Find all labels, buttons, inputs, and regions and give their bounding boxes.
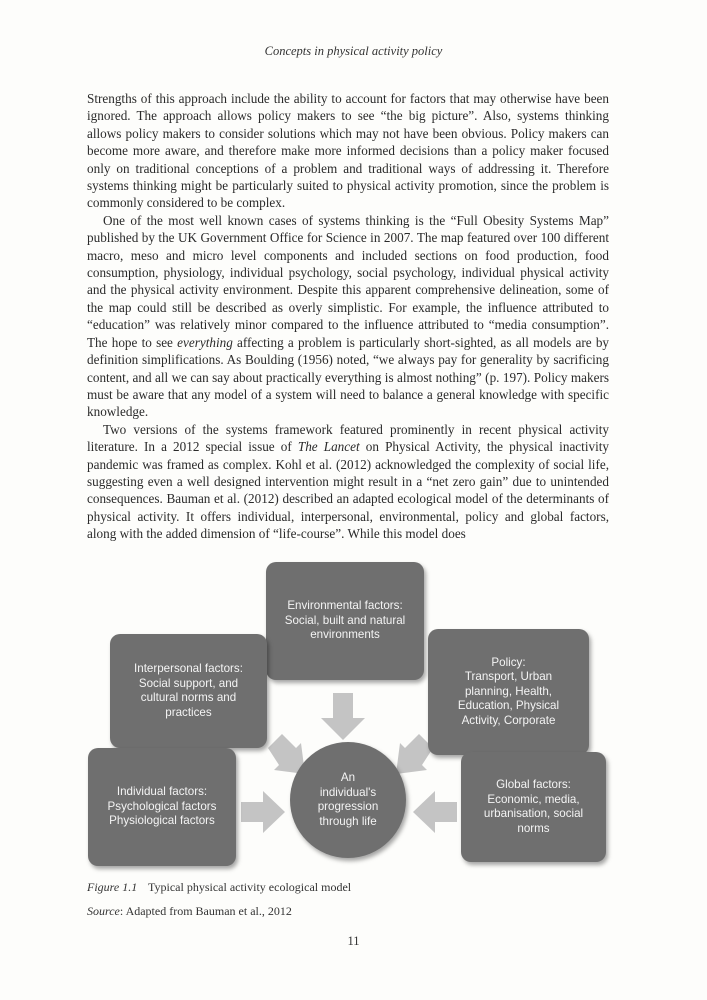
figure-source [87, 904, 292, 919]
text-run: affecting a problem is particularly short-sighted, as all models are by definition simplifications. As Boulding (1956) noted, “we always pay for generality by sacrificing content, and all we can say about practically everything is almost nothing” (p. 197). Policy makers must be aware that any model of a system will need to balance a general knowledge with specific knowledge. [87, 334, 610, 420]
interpersonal-factors-box: Interpersonal factors: Social support, and cultural norms and practices [110, 634, 267, 748]
text-run: One of the most well known cases of systems thinking is the “Full Obesity Systems Map” published by the UK Government Office for Science in 2007. The map featured over 100 different macro, meso and micro level components and included sections on food production, food consumption, physiology, individual psychology, social psychology, individual physical activity and the physical activity environment. Despite this apparent comprehensive delineation, some of the map could still be described as overly simplistic. For example, the influence attributed to “education” was relatively minor compared to the influence attributed to “media consumption”. The hope to see [87, 212, 609, 350]
body-text [87, 90, 609, 543]
individual-progression-circle: An individual's progression through life [290, 742, 406, 858]
arrow-from-environmental [321, 693, 365, 740]
italic-text-run: The Lancet [297, 439, 360, 455]
source-label: Source [87, 904, 120, 918]
global-factors-box: Global factors: Economic, media, urbanisation, social norms [461, 752, 606, 862]
policy-box: Policy: Transport, Urban planning, Health, Education, Physical Activity, Corporate [428, 629, 589, 755]
paragraph-3 [87, 421, 609, 543]
running-head: Concepts in physical activity policy [264, 44, 443, 58]
source-text: : Adapted from Bauman et al., 2012 [119, 904, 292, 918]
text-run: Two versions of the systems framework featured prominently in recent physical activity literature. In a 2012 special issue of [87, 421, 609, 455]
caption-text: Typical physical activity ecological model [148, 880, 352, 894]
paragraph-2 [87, 212, 609, 421]
environmental-factors-box: Environmental factors: Social, built and natural environments [266, 562, 424, 680]
individual-factors-box: Individual factors: Psychological factors Physiological factors [88, 748, 236, 866]
page-number: 11 [347, 934, 360, 948]
paragraph-1 [87, 90, 609, 212]
figure-caption [87, 880, 351, 895]
arrow-from-global [413, 791, 457, 833]
ecological-model-figure [85, 560, 610, 870]
arrow-from-individual [241, 791, 285, 833]
caption-label: Figure 1.1 [87, 880, 138, 894]
text-run: on Physical Activity, the physical inactivity pandemic was framed as complex. Kohl et al. (2012) acknowledged the complexity of social life, suggesting even a well designed intervention might result in a “net zero gain” due to unintended consequences. Bauman et al. (2012) described an adapted ecological model of the determinants of physical activity. It offers individual, interpersonal, environmental, policy and global factors, along with the added dimension of “life-course”. While this model does [87, 439, 609, 542]
text-run: Strengths of this approach include the ability to account for factors that may otherwise have been ignored. The approach allows policy makers to see “the big picture”. Also, systems thinking allows policy makers to consider solutions which may not have been obvious. Policy makers can become more aware, and therefore make more informed decisions than a policy maker focused only on traditional conceptions of a problem and traditional ways of addressing it. Therefore systems thinking might be particularly suited to physical activity promotion, since the problem is commonly considered to be complex. [87, 91, 609, 211]
italic-text-run: everything [177, 334, 233, 350]
